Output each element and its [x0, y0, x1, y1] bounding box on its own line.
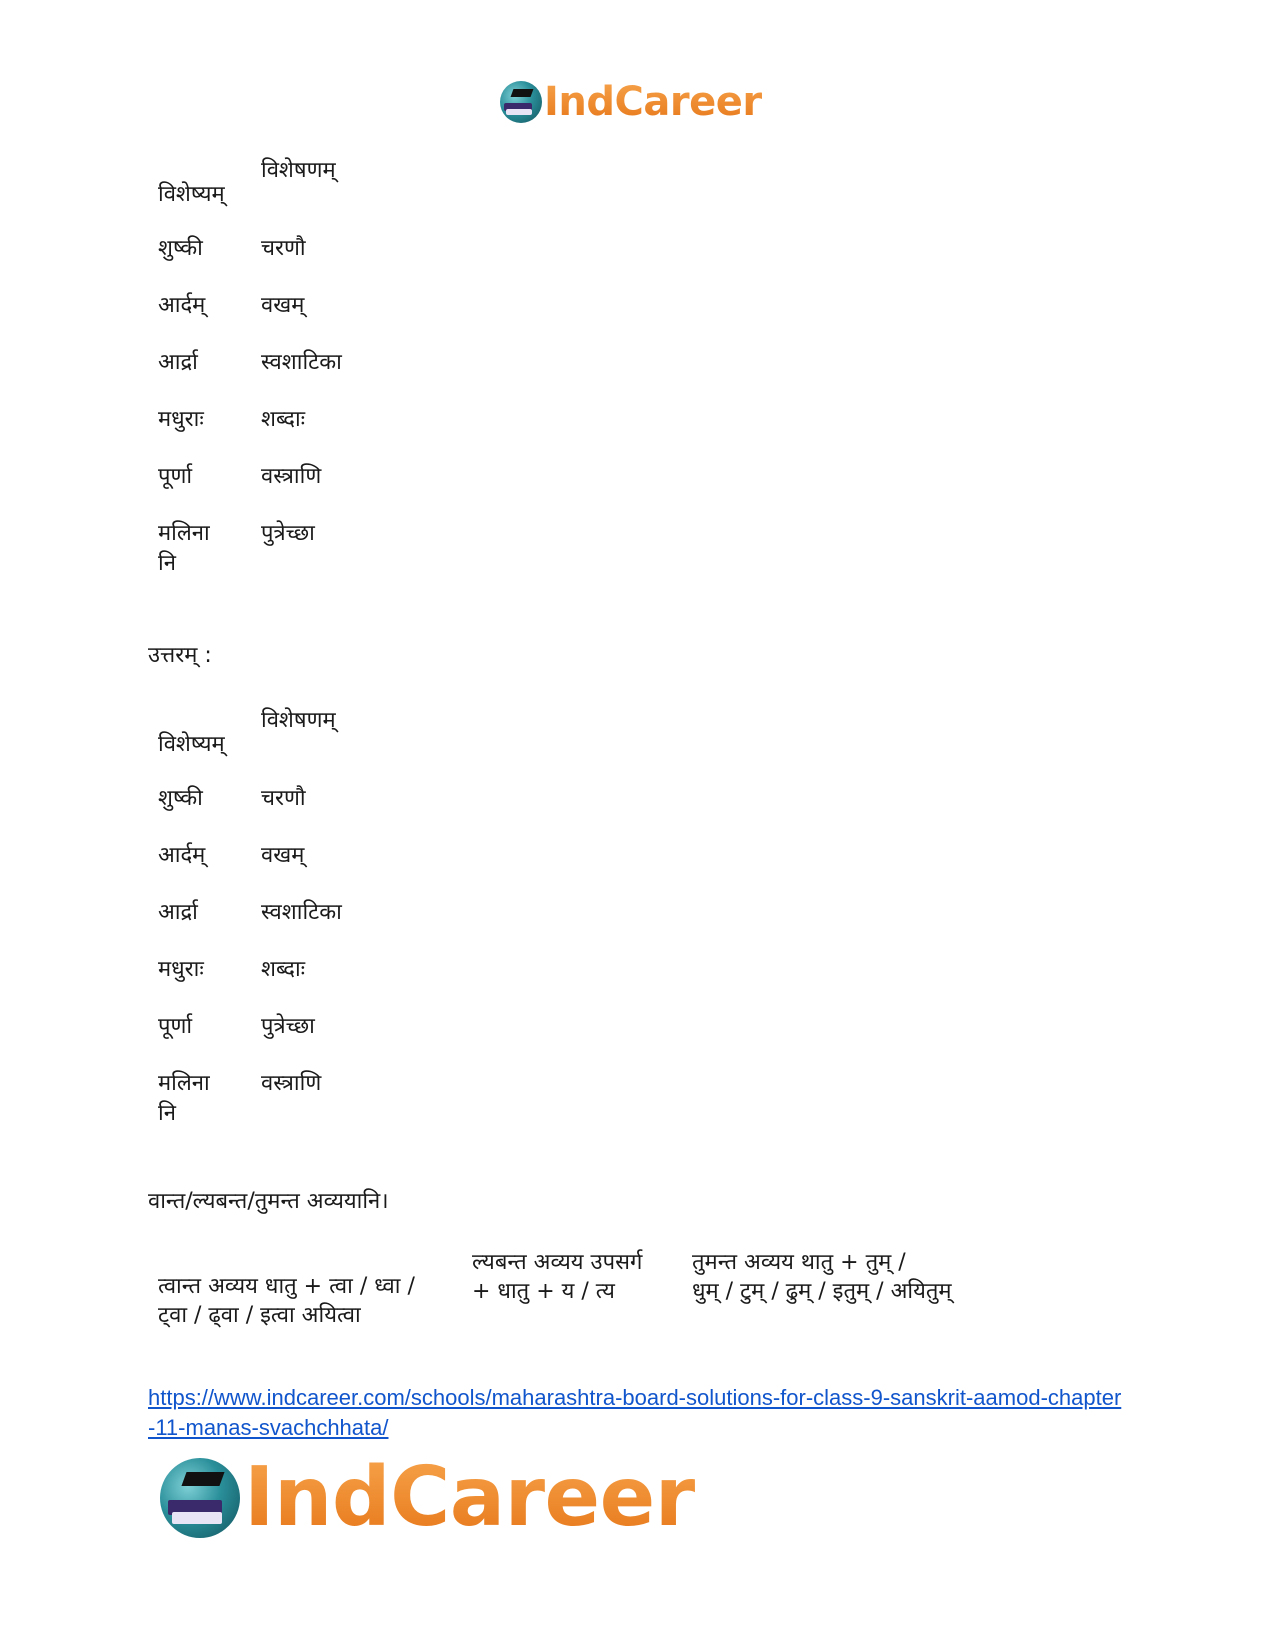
table-header-row: [158, 156, 401, 234]
header-visheshanam: विशेषणम्: [261, 158, 336, 183]
cell-visheshyam: पूर्णा: [158, 464, 193, 489]
cell-line: मलिना: [158, 1071, 210, 1096]
cell-visheshyam: [158, 1069, 261, 1129]
cell-visheshyam: शुष्की: [158, 786, 203, 811]
table-row: [158, 955, 401, 1012]
globe-book-icon: [160, 1458, 240, 1538]
cell-visheshanam: पुत्रेच्छा: [261, 521, 315, 546]
table-row: [158, 519, 401, 579]
avyaya-line: धुम् / टुम् / ढुम् / इतुम् / अयितुम्: [692, 1279, 952, 1304]
cell-visheshanam: वस्त्राणि: [261, 1071, 322, 1096]
cell-visheshanam: स्वशाटिका: [261, 900, 342, 925]
cell-visheshyam: मधुराः: [158, 957, 204, 982]
cell-visheshyam: आर्दम्: [158, 293, 206, 318]
question-table: [158, 156, 401, 579]
answer-label: उत्तरम् :: [148, 643, 212, 668]
cell-visheshyam: शुष्की: [158, 236, 203, 261]
cell-visheshanam: वखम्: [261, 293, 305, 318]
avyaya-line: ट्वा / ढ्वा / इत्वा अयित्वा: [158, 1303, 361, 1328]
cell-visheshanam: वस्त्राणि: [261, 464, 322, 489]
avyaya-tumanta: [692, 1248, 952, 1306]
cell-visheshyam: मधुराः: [158, 407, 204, 432]
header-visheshanam: विशेषणम्: [261, 708, 336, 733]
table-row: [158, 841, 401, 898]
logo-wordmark: IndCareer: [544, 79, 762, 125]
cell-visheshanam: चरणौ: [261, 236, 306, 261]
table-header-row: [158, 706, 401, 784]
table-row: [158, 462, 401, 519]
table-row: [158, 234, 401, 291]
avyaya-line: त्वान्त अव्यय धातु + त्वा / ध्वा /: [158, 1274, 415, 1299]
globe-book-icon: [500, 81, 542, 123]
cell-visheshyam: आर्द्रा: [158, 900, 198, 925]
table-row: [158, 1012, 401, 1069]
cell-visheshyam: आर्द्रा: [158, 350, 198, 375]
table-row: [158, 1069, 401, 1129]
avyaya-lyabanta: [472, 1248, 642, 1306]
cell-visheshanam: चरणौ: [261, 786, 306, 811]
table-row: [158, 348, 401, 405]
indcareer-logo-top: [500, 80, 762, 124]
cell-visheshyam: पूर्णा: [158, 1014, 193, 1039]
cell-visheshanam: पुत्रेच्छा: [261, 1014, 315, 1039]
cell-visheshyam: आर्दम्: [158, 843, 206, 868]
cell-visheshanam: शब्दाः: [261, 407, 306, 432]
header-visheshyam: विशेष्यम्: [158, 182, 225, 207]
source-link[interactable]: https://www.indcareer.com/schools/maharashtra-board-solutions-for-class-9-sanskrit-aamod-chapter-11-manas-svachchhata/: [148, 1385, 1122, 1440]
section-heading: वान्त/ल्यबन्त/तुमन्त अव्ययानि।: [148, 1189, 389, 1214]
cell-visheshyam: [158, 519, 261, 579]
cell-visheshanam: शब्दाः: [261, 957, 306, 982]
table-row: [158, 898, 401, 955]
avyaya-line: तुमन्त अव्यय थातु + तुम् /: [692, 1250, 906, 1275]
table-row: [158, 784, 401, 841]
header-visheshyam: विशेष्यम्: [158, 732, 225, 757]
answer-table: [158, 706, 401, 1129]
cell-visheshanam: वखम्: [261, 843, 305, 868]
cell-line: नि: [158, 551, 176, 576]
cell-line: नि: [158, 1101, 176, 1126]
table-row: [158, 405, 401, 462]
indcareer-logo-bottom: [160, 1450, 695, 1545]
cell-visheshanam: स्वशाटिका: [261, 350, 342, 375]
avyaya-ktvanta: [158, 1272, 415, 1330]
avyaya-line: + धातु + य / त्य: [472, 1279, 615, 1304]
logo-wordmark: IndCareer: [244, 1450, 695, 1545]
avyaya-line: ल्यबन्त अव्यय उपसर्ग: [472, 1250, 643, 1275]
cell-line: मलिना: [158, 521, 210, 546]
table-row: [158, 291, 401, 348]
